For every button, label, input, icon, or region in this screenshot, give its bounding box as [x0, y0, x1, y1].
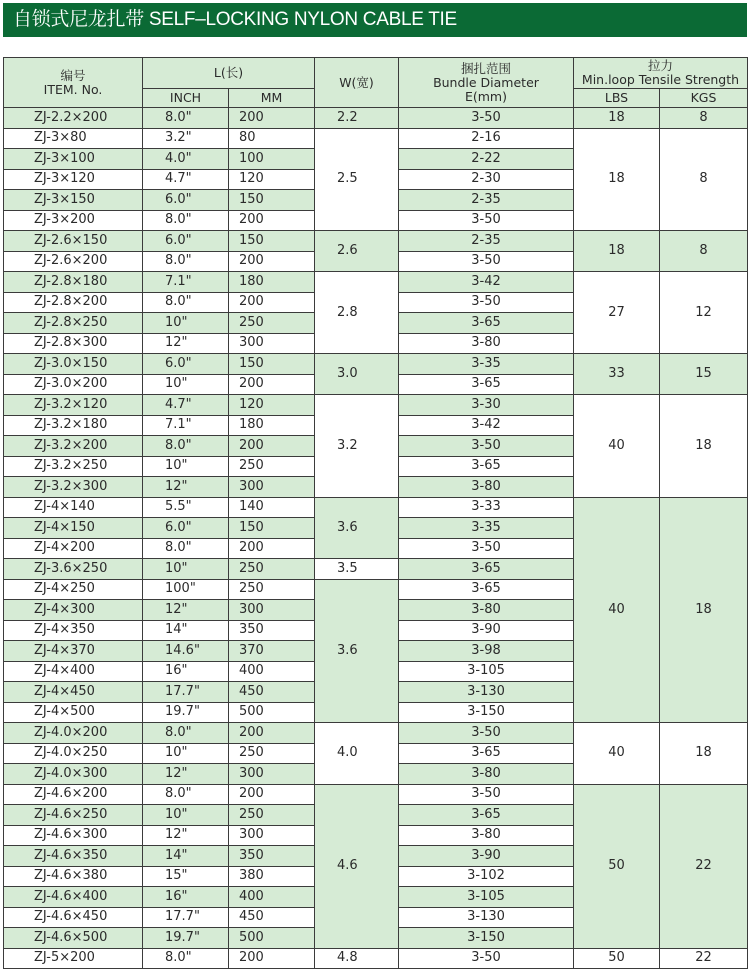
- item-number-cell: ZJ-2.6×200: [4, 251, 143, 272]
- bundle-diameter-cell: 3-33: [399, 497, 574, 518]
- header-width: W(宽): [315, 58, 399, 108]
- item-number-cell: ZJ-4.0×250: [4, 743, 143, 764]
- length-inch-cell: 10": [143, 374, 229, 395]
- width-cell: 3.2: [315, 395, 399, 498]
- cable-tie-spec-table: [3, 57, 748, 969]
- bundle-diameter-cell: 3-65: [399, 374, 574, 395]
- length-mm-cell: 400: [229, 887, 315, 908]
- table-row: [4, 948, 748, 969]
- tensile-lbs-cell: 18: [574, 108, 660, 129]
- bundle-diameter-cell: 3-105: [399, 661, 574, 682]
- length-mm-cell: 200: [229, 210, 315, 231]
- item-number-cell: ZJ-2.8×200: [4, 292, 143, 313]
- item-number-cell: ZJ-2.2×200: [4, 108, 143, 129]
- bundle-diameter-cell: 3-80: [399, 477, 574, 498]
- length-mm-cell: 200: [229, 374, 315, 395]
- header-inch: INCH: [143, 89, 229, 108]
- length-mm-cell: 180: [229, 415, 315, 436]
- item-number-cell: ZJ-3×150: [4, 190, 143, 211]
- length-inch-cell: 14": [143, 846, 229, 867]
- bundle-diameter-cell: 3-50: [399, 784, 574, 805]
- length-mm-cell: 100: [229, 149, 315, 170]
- item-number-cell: ZJ-4.6×400: [4, 887, 143, 908]
- header-item-cn: 编号: [60, 67, 86, 83]
- length-inch-cell: 17.7": [143, 907, 229, 928]
- item-number-cell: ZJ-3.0×200: [4, 374, 143, 395]
- tensile-kgs-cell: 12: [660, 272, 748, 354]
- width-cell: 2.5: [315, 128, 399, 231]
- width-cell: 4.8: [315, 948, 399, 969]
- bundle-diameter-cell: 3-80: [399, 764, 574, 785]
- item-number-cell: ZJ-4×150: [4, 518, 143, 539]
- length-mm-cell: 200: [229, 292, 315, 313]
- length-inch-cell: 8.0": [143, 538, 229, 559]
- table-row: [4, 723, 748, 744]
- length-inch-cell: 6.0": [143, 354, 229, 375]
- header-mm: MM: [229, 89, 315, 108]
- length-mm-cell: 200: [229, 784, 315, 805]
- width-cell: 3.5: [315, 559, 399, 580]
- tensile-kgs-cell: 15: [660, 354, 748, 395]
- length-mm-cell: 200: [229, 436, 315, 457]
- tensile-kgs-cell: 8: [660, 128, 748, 231]
- item-number-cell: ZJ-4.6×250: [4, 805, 143, 826]
- length-inch-cell: 8.0": [143, 251, 229, 272]
- bundle-diameter-cell: 3-50: [399, 538, 574, 559]
- item-number-cell: ZJ-4.6×350: [4, 846, 143, 867]
- length-inch-cell: 3.2": [143, 128, 229, 149]
- length-inch-cell: 6.0": [143, 518, 229, 539]
- length-inch-cell: 14.6": [143, 641, 229, 662]
- length-inch-cell: 6.0": [143, 231, 229, 252]
- item-number-cell: ZJ-4.6×500: [4, 928, 143, 949]
- item-number-cell: ZJ-2.8×250: [4, 313, 143, 334]
- bundle-diameter-cell: 3-130: [399, 682, 574, 703]
- bundle-diameter-cell: 2-22: [399, 149, 574, 170]
- item-number-cell: ZJ-4×450: [4, 682, 143, 703]
- table-header: [4, 58, 748, 108]
- length-mm-cell: 200: [229, 538, 315, 559]
- length-inch-cell: 14": [143, 620, 229, 641]
- width-cell: 4.0: [315, 723, 399, 785]
- header-bundle-unit: E(mm): [464, 88, 507, 104]
- tensile-kgs-cell: 18: [660, 723, 748, 785]
- length-inch-cell: 8.0": [143, 210, 229, 231]
- length-mm-cell: 350: [229, 620, 315, 641]
- tensile-lbs-cell: 40: [574, 497, 660, 723]
- item-number-cell: ZJ-4×140: [4, 497, 143, 518]
- length-mm-cell: 140: [229, 497, 315, 518]
- length-mm-cell: 250: [229, 805, 315, 826]
- tensile-kgs-cell: 22: [660, 784, 748, 948]
- header-item-en: ITEM. No.: [43, 81, 103, 97]
- bundle-diameter-cell: 3-50: [399, 723, 574, 744]
- length-mm-cell: 120: [229, 169, 315, 190]
- length-mm-cell: 300: [229, 825, 315, 846]
- bundle-diameter-cell: 3-90: [399, 846, 574, 867]
- length-mm-cell: 250: [229, 579, 315, 600]
- item-number-cell: ZJ-4.6×300: [4, 825, 143, 846]
- header-item: [4, 58, 143, 108]
- length-inch-cell: 4.0": [143, 149, 229, 170]
- length-mm-cell: 80: [229, 128, 315, 149]
- item-number-cell: ZJ-3.2×200: [4, 436, 143, 457]
- tensile-lbs-cell: 40: [574, 723, 660, 785]
- tensile-kgs-cell: 8: [660, 231, 748, 272]
- tensile-lbs-cell: 50: [574, 948, 660, 969]
- length-inch-cell: 12": [143, 764, 229, 785]
- item-number-cell: ZJ-3.2×120: [4, 395, 143, 416]
- length-mm-cell: 150: [229, 190, 315, 211]
- bundle-diameter-cell: 3-30: [399, 395, 574, 416]
- bundle-diameter-cell: 3-65: [399, 743, 574, 764]
- width-cell: 2.2: [315, 108, 399, 129]
- tensile-kgs-cell: 8: [660, 108, 748, 129]
- item-number-cell: ZJ-3×120: [4, 169, 143, 190]
- length-inch-cell: 8.0": [143, 784, 229, 805]
- length-inch-cell: 8.0": [143, 948, 229, 969]
- length-inch-cell: 12": [143, 333, 229, 354]
- header-tensile-en: Min.loop Tensile Strength: [581, 72, 740, 87]
- item-number-cell: ZJ-4×300: [4, 600, 143, 621]
- header-lbs: LBS: [574, 89, 660, 108]
- length-inch-cell: 16": [143, 661, 229, 682]
- width-cell: 3.0: [315, 354, 399, 395]
- length-mm-cell: 450: [229, 682, 315, 703]
- length-inch-cell: 8.0": [143, 436, 229, 457]
- bundle-diameter-cell: 3-50: [399, 436, 574, 457]
- table-row: [4, 108, 748, 129]
- length-inch-cell: 10": [143, 313, 229, 334]
- tensile-kgs-cell: 18: [660, 497, 748, 723]
- bundle-diameter-cell: 3-65: [399, 805, 574, 826]
- item-number-cell: ZJ-4.6×200: [4, 784, 143, 805]
- item-number-cell: ZJ-3×80: [4, 128, 143, 149]
- bundle-diameter-cell: 3-150: [399, 702, 574, 723]
- table-row: [4, 272, 748, 293]
- item-number-cell: ZJ-3.0×150: [4, 354, 143, 375]
- item-number-cell: ZJ-4.0×200: [4, 723, 143, 744]
- bundle-diameter-cell: 3-80: [399, 333, 574, 354]
- length-mm-cell: 350: [229, 846, 315, 867]
- table-body: [4, 108, 748, 969]
- length-inch-cell: 10": [143, 456, 229, 477]
- bundle-diameter-cell: 2-35: [399, 190, 574, 211]
- bundle-diameter-cell: 3-130: [399, 907, 574, 928]
- length-inch-cell: 8.0": [143, 292, 229, 313]
- bundle-diameter-cell: 3-65: [399, 559, 574, 580]
- bundle-diameter-cell: 3-42: [399, 415, 574, 436]
- bundle-diameter-cell: 3-90: [399, 620, 574, 641]
- tensile-kgs-cell: 22: [660, 948, 748, 969]
- header-length: L(长): [143, 58, 315, 89]
- item-number-cell: ZJ-3.6×250: [4, 559, 143, 580]
- item-number-cell: ZJ-4.6×380: [4, 866, 143, 887]
- length-mm-cell: 300: [229, 600, 315, 621]
- length-mm-cell: 250: [229, 743, 315, 764]
- width-cell: 3.6: [315, 579, 399, 723]
- length-inch-cell: 12": [143, 825, 229, 846]
- bundle-diameter-cell: 3-35: [399, 518, 574, 539]
- bundle-diameter-cell: 3-80: [399, 825, 574, 846]
- length-inch-cell: 5.5": [143, 497, 229, 518]
- length-inch-cell: 6.0": [143, 190, 229, 211]
- length-mm-cell: 300: [229, 764, 315, 785]
- header-bundle: [399, 58, 574, 108]
- tensile-lbs-cell: 50: [574, 784, 660, 948]
- bundle-diameter-cell: 3-80: [399, 600, 574, 621]
- item-number-cell: ZJ-3.2×300: [4, 477, 143, 498]
- length-inch-cell: 4.7": [143, 395, 229, 416]
- length-mm-cell: 370: [229, 641, 315, 662]
- width-cell: 2.6: [315, 231, 399, 272]
- header-bundle-en: Bundle Diameter: [433, 74, 539, 90]
- bundle-diameter-cell: 2-35: [399, 231, 574, 252]
- length-mm-cell: 300: [229, 477, 315, 498]
- item-number-cell: ZJ-3×200: [4, 210, 143, 231]
- length-inch-cell: 100": [143, 579, 229, 600]
- item-number-cell: ZJ-2.6×150: [4, 231, 143, 252]
- length-mm-cell: 300: [229, 333, 315, 354]
- table-row: [4, 128, 748, 149]
- width-cell: 2.8: [315, 272, 399, 354]
- item-number-cell: ZJ-4×500: [4, 702, 143, 723]
- bundle-diameter-cell: 2-30: [399, 169, 574, 190]
- length-inch-cell: 12": [143, 477, 229, 498]
- length-mm-cell: 500: [229, 702, 315, 723]
- length-mm-cell: 150: [229, 518, 315, 539]
- bundle-diameter-cell: 3-65: [399, 313, 574, 334]
- bundle-diameter-cell: 3-98: [399, 641, 574, 662]
- item-number-cell: ZJ-4×250: [4, 579, 143, 600]
- length-mm-cell: 150: [229, 231, 315, 252]
- tensile-lbs-cell: 18: [574, 128, 660, 231]
- header-bundle-cn: 捆扎范围: [460, 60, 511, 76]
- length-mm-cell: 450: [229, 907, 315, 928]
- item-number-cell: ZJ-4×200: [4, 538, 143, 559]
- length-inch-cell: 4.7": [143, 169, 229, 190]
- header-kgs: KGS: [660, 89, 748, 108]
- length-mm-cell: 200: [229, 108, 315, 129]
- length-mm-cell: 180: [229, 272, 315, 293]
- length-inch-cell: 7.1": [143, 415, 229, 436]
- tensile-kgs-cell: 18: [660, 395, 748, 498]
- item-number-cell: ZJ-4.0×300: [4, 764, 143, 785]
- width-cell: 3.6: [315, 497, 399, 559]
- item-number-cell: ZJ-5×200: [4, 948, 143, 969]
- table-row: [4, 354, 748, 375]
- table-row: [4, 395, 748, 416]
- item-number-cell: ZJ-3.2×180: [4, 415, 143, 436]
- header-tensile: [574, 58, 748, 89]
- length-inch-cell: 19.7": [143, 928, 229, 949]
- tensile-lbs-cell: 18: [574, 231, 660, 272]
- width-cell: 4.6: [315, 784, 399, 948]
- tensile-lbs-cell: 33: [574, 354, 660, 395]
- item-number-cell: ZJ-4×400: [4, 661, 143, 682]
- item-number-cell: ZJ-2.8×180: [4, 272, 143, 293]
- bundle-diameter-cell: 3-150: [399, 928, 574, 949]
- table-row: [4, 497, 748, 518]
- bundle-diameter-cell: 3-105: [399, 887, 574, 908]
- length-mm-cell: 250: [229, 313, 315, 334]
- bundle-diameter-cell: 3-50: [399, 292, 574, 313]
- length-inch-cell: 8.0": [143, 723, 229, 744]
- length-mm-cell: 200: [229, 948, 315, 969]
- bundle-diameter-cell: 3-102: [399, 866, 574, 887]
- length-mm-cell: 250: [229, 456, 315, 477]
- tensile-lbs-cell: 27: [574, 272, 660, 354]
- length-inch-cell: 17.7": [143, 682, 229, 703]
- length-inch-cell: 16": [143, 887, 229, 908]
- item-number-cell: ZJ-3×100: [4, 149, 143, 170]
- bundle-diameter-cell: 3-50: [399, 108, 574, 129]
- length-inch-cell: 8.0": [143, 108, 229, 129]
- length-inch-cell: 10": [143, 805, 229, 826]
- length-inch-cell: 7.1": [143, 272, 229, 293]
- bundle-diameter-cell: 3-42: [399, 272, 574, 293]
- item-number-cell: ZJ-2.8×300: [4, 333, 143, 354]
- bundle-diameter-cell: 3-50: [399, 251, 574, 272]
- length-mm-cell: 120: [229, 395, 315, 416]
- bundle-diameter-cell: 3-50: [399, 210, 574, 231]
- bundle-diameter-cell: 3-50: [399, 948, 574, 969]
- length-inch-cell: 12": [143, 600, 229, 621]
- bundle-diameter-cell: 3-65: [399, 579, 574, 600]
- length-mm-cell: 200: [229, 723, 315, 744]
- tensile-lbs-cell: 40: [574, 395, 660, 498]
- length-mm-cell: 200: [229, 251, 315, 272]
- item-number-cell: ZJ-4×350: [4, 620, 143, 641]
- bundle-diameter-cell: 2-16: [399, 128, 574, 149]
- table-row: [4, 231, 748, 252]
- length-mm-cell: 250: [229, 559, 315, 580]
- item-number-cell: ZJ-4.6×450: [4, 907, 143, 928]
- length-inch-cell: 10": [143, 559, 229, 580]
- bundle-diameter-cell: 3-65: [399, 456, 574, 477]
- length-inch-cell: 15": [143, 866, 229, 887]
- item-number-cell: ZJ-4×370: [4, 641, 143, 662]
- length-mm-cell: 380: [229, 866, 315, 887]
- length-inch-cell: 10": [143, 743, 229, 764]
- length-mm-cell: 500: [229, 928, 315, 949]
- header-tensile-cn: 拉力: [647, 58, 673, 73]
- bundle-diameter-cell: 3-35: [399, 354, 574, 375]
- length-inch-cell: 19.7": [143, 702, 229, 723]
- page-title: 自锁式尼龙扎带 SELF–LOCKING NYLON CABLE TIE: [3, 3, 747, 37]
- length-mm-cell: 150: [229, 354, 315, 375]
- table-row: [4, 784, 748, 805]
- length-mm-cell: 400: [229, 661, 315, 682]
- item-number-cell: ZJ-3.2×250: [4, 456, 143, 477]
